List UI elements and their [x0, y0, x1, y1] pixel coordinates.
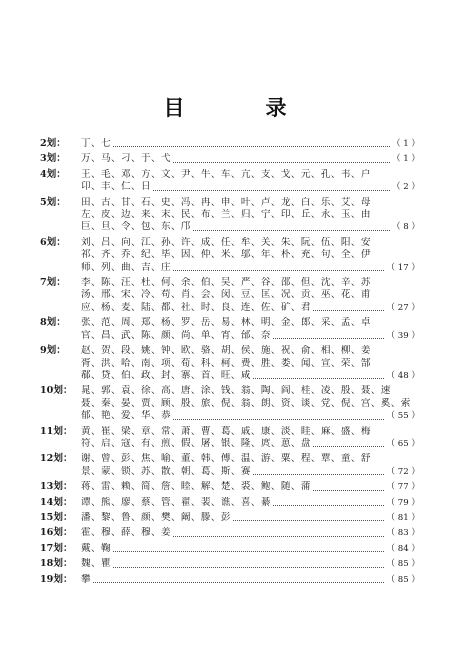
surname-line [81, 237, 420, 249]
toc-entry [40, 317, 420, 342]
toc-entry-body [81, 385, 420, 422]
dot-leader [113, 567, 384, 568]
surname-line [81, 317, 420, 329]
dot-leader [313, 490, 385, 491]
toc-entry [40, 237, 420, 274]
toc-entry [40, 138, 420, 150]
surname-list: 丁、七 [81, 138, 111, 149]
stroke-count-label: 14划： [40, 496, 73, 508]
page-number: （ 1 ） [391, 139, 420, 149]
toc-entry [40, 169, 420, 194]
surname-line [81, 481, 420, 493]
stroke-count-label: 11划： [40, 425, 73, 437]
toc-entry-body [81, 512, 420, 524]
toc-entry-body [81, 558, 420, 570]
toc-entry [40, 558, 420, 570]
page-number: （ 81 ） [386, 512, 420, 523]
surname-line [81, 543, 420, 555]
dot-leader [173, 536, 384, 537]
surname-line [81, 197, 420, 209]
surname-line [81, 574, 420, 586]
surname-list: 师、列、曲、吉、庄 [81, 261, 171, 273]
dot-leader [153, 190, 390, 191]
surname-line [81, 262, 420, 274]
surname-list: 景、蒙、锁、苏、散、朝、葛、斯、赛 [81, 465, 251, 477]
surname-list: 谢、曾、彭、焦、喻、董、韩、傅、温、游、粟、程、覃、童、舒 [81, 453, 371, 465]
toc-entry-body [81, 481, 420, 493]
stroke-count-label: 8划： [40, 317, 66, 329]
dot-leader [173, 162, 390, 163]
surname-line [81, 512, 420, 524]
page-number: （ 1 ） [391, 154, 420, 165]
dot-leader [193, 230, 390, 231]
page-number: （ 17 ） [386, 262, 420, 273]
toc-entry [40, 345, 420, 382]
surname-line [81, 345, 420, 357]
dot-leader [173, 270, 384, 271]
dot-leader [313, 446, 385, 447]
stroke-count-label: 5划： [40, 196, 66, 208]
surname-line [81, 302, 420, 314]
surname-list: 潘、黎、鲁、颜、樊、阚、滕、彭 [81, 511, 231, 523]
toc-entry-body [81, 345, 420, 382]
toc-entry [40, 153, 420, 165]
toc-entry-body [81, 426, 420, 451]
stroke-count-label: 12划： [40, 453, 73, 465]
stroke-count-label: 10划： [40, 385, 73, 397]
toc-entry-body [81, 453, 420, 478]
dot-leader [273, 505, 385, 506]
dot-leader [273, 338, 385, 339]
surname-line [81, 398, 420, 410]
surname-list: 谭、熊、廖、蔡、管、翟、裴、谯、喜、綦 [81, 496, 271, 508]
page-title: 目 录 [163, 95, 317, 120]
stroke-count-label: 19划： [40, 573, 73, 585]
surname-line [81, 527, 420, 539]
surname-list: 左、皮、边、来、末、民、布、兰、归、宁、印、丘、永、玉、由 [81, 209, 371, 221]
page-number: （ 27 ） [386, 302, 420, 313]
surname-list: 符、启、寇、有、煎、假、屠、银、隆、庹、葸、盘 [81, 437, 311, 449]
surname-list: 郗、贷、伯、政、封、寨、首、旺、咸 [81, 369, 251, 381]
toc-entry-body [81, 138, 420, 150]
surname-line [81, 138, 420, 150]
page-number: （ 39 ） [386, 330, 420, 341]
page-number: （ 84 ） [386, 543, 420, 554]
surname-line [81, 169, 420, 181]
surname-list: 刘、吕、向、江、孙、许、成、任、牟、关、朱、阮、伍、阳、安 [81, 236, 371, 248]
dot-leader [113, 146, 390, 147]
surname-list: 李、陈、汪、杜、何、余、伯、吴、严、谷、邵、但、沈、辛、苏 [81, 277, 371, 289]
surname-list: 祁、齐、乔、纪、毕、因、仲、米、邬、年、朴、充、句、全、伊 [81, 249, 371, 261]
surname-line [81, 410, 420, 422]
stroke-count-label: 9划： [40, 345, 66, 357]
surname-list: 魏、瞿 [81, 558, 111, 570]
toc-entry-body [81, 317, 420, 342]
dot-leader [233, 520, 385, 521]
surname-list: 黄、崔、梁、章、常、萧、曹、葛、戚、康、淡、眭、麻、盛、梅 [81, 425, 371, 437]
toc-entry [40, 497, 420, 509]
page-number: （ 83 ） [386, 528, 420, 539]
surname-list: 张、范、周、郑、杨、罗、岳、易、林、明、金、郎、采、孟、卓 [81, 317, 371, 329]
toc-entry-body [81, 497, 420, 509]
toc-entry-body [81, 237, 420, 274]
stroke-count-label: 18划： [40, 558, 73, 570]
toc-entry [40, 481, 420, 493]
surname-list: 卬、丰、仁、日 [81, 181, 151, 193]
page-number: （ 79 ） [386, 497, 420, 508]
surname-line [81, 209, 420, 221]
surname-line [81, 221, 420, 233]
surname-line [81, 438, 420, 450]
page-number: （ 72 ） [386, 466, 420, 477]
stroke-count-label: 17划： [40, 542, 73, 554]
toc-entry-body [81, 169, 420, 194]
entry-spacer [40, 586, 420, 589]
surname-list: 晁、郭、袁、徐、高、唐、涂、钱、翁、陶、阎、桂、凌、殷、聂、速 [81, 385, 391, 397]
surname-line [81, 453, 420, 465]
toc-entry-body [81, 574, 420, 586]
page-number: （ 65 ） [386, 438, 420, 449]
dot-leader [313, 310, 385, 311]
surname-line [81, 385, 420, 397]
toc-entry [40, 385, 420, 422]
surname-list: 汤、邢、宋、冷、苟、肖、会、闵、豆、匡、况、贡、巫、花、甫 [81, 289, 371, 301]
toc-entry-body [81, 277, 420, 314]
toc-entry [40, 543, 420, 555]
dot-leader [253, 378, 385, 379]
surname-line [81, 466, 420, 478]
toc-entry-body [81, 197, 420, 234]
toc-entry [40, 277, 420, 314]
toc-entry [40, 512, 420, 524]
toc-entry [40, 527, 420, 539]
toc-entry [40, 574, 420, 586]
stroke-count-label: 15划： [40, 511, 73, 523]
surname-line [81, 558, 420, 570]
table-of-contents [40, 138, 420, 589]
surname-list: 应、杨、麦、陆、都、社、时、良、连、佐、矿、君 [81, 301, 311, 313]
dot-leader [253, 474, 385, 475]
surname-line [81, 358, 420, 370]
dot-leader [93, 582, 384, 583]
surname-list: 郁、艳、爱、华、恭 [81, 410, 171, 422]
stroke-count-label: 13划： [40, 481, 73, 493]
page-number: （ 77 ） [386, 482, 420, 493]
page-number: （ 48 ） [386, 370, 420, 381]
page-number: （ 85 ） [386, 574, 420, 585]
surname-list: 万、马、刁、于、弋 [81, 153, 171, 165]
toc-entry-body [81, 527, 420, 539]
surname-line [81, 426, 420, 438]
surname-list: 官、昌、武、陈、颜、尚、单、宵、邰、奈 [81, 329, 271, 341]
dot-leader [173, 419, 384, 420]
toc-entry-body [81, 153, 420, 165]
surname-list: 霍、穆、薛、穆、姜 [81, 527, 171, 539]
surname-line [81, 330, 420, 342]
surname-list: 聂、秦、晏、贾、顾、殷、旅、倪、翁、朗、资、谈、党、倪、宫、奚、索 [81, 397, 411, 409]
stroke-count-label: 3划： [40, 153, 66, 165]
dot-leader [113, 551, 384, 552]
stroke-count-label: 7划： [40, 277, 66, 289]
stroke-count-label: 2划： [40, 138, 66, 149]
page-number: （ 85 ） [386, 559, 420, 570]
page-number: （ 8 ） [391, 222, 420, 233]
stroke-count-label: 16划： [40, 527, 73, 539]
surname-line [81, 497, 420, 509]
toc-entry [40, 453, 420, 478]
surname-line [81, 153, 420, 165]
stroke-count-label: 6划： [40, 236, 66, 248]
surname-line [81, 370, 420, 382]
surname-list: 蒋、雷、赖、简、詹、睦、解、楚、裘、鲍、随、蒲 [81, 481, 311, 493]
surname-list: 王、毛、邓、方、文、尹、牛、车、亢、支、戈、元、孔、韦、户 [81, 168, 371, 180]
surname-line [81, 289, 420, 301]
stroke-count-label: 4划： [40, 168, 66, 180]
toc-entry [40, 426, 420, 451]
surname-list: 戴、鞠 [81, 542, 111, 554]
surname-list: 巨、旦、令、包、东、邝 [81, 221, 191, 233]
surname-list: 赵、贺、段、姚、钟、欧、骆、胡、侯、施、祝、俞、相、柳、姜 [81, 345, 371, 357]
surname-list: 攀 [81, 573, 91, 585]
surname-list: 胥、洪、哈、南、项、荀、科、柯、费、胜、娄、闻、宣、荣、郜 [81, 357, 371, 369]
surname-line [81, 181, 420, 193]
toc-entry [40, 197, 420, 234]
page-number: （ 55 ） [386, 411, 420, 422]
surname-line [81, 249, 420, 261]
surname-line [81, 277, 420, 289]
toc-entry-body [81, 543, 420, 555]
surname-list: 田、古、甘、石、史、冯、冉、申、叶、卢、龙、白、乐、艾、母 [81, 196, 371, 208]
page-number: （ 2 ） [391, 182, 420, 193]
